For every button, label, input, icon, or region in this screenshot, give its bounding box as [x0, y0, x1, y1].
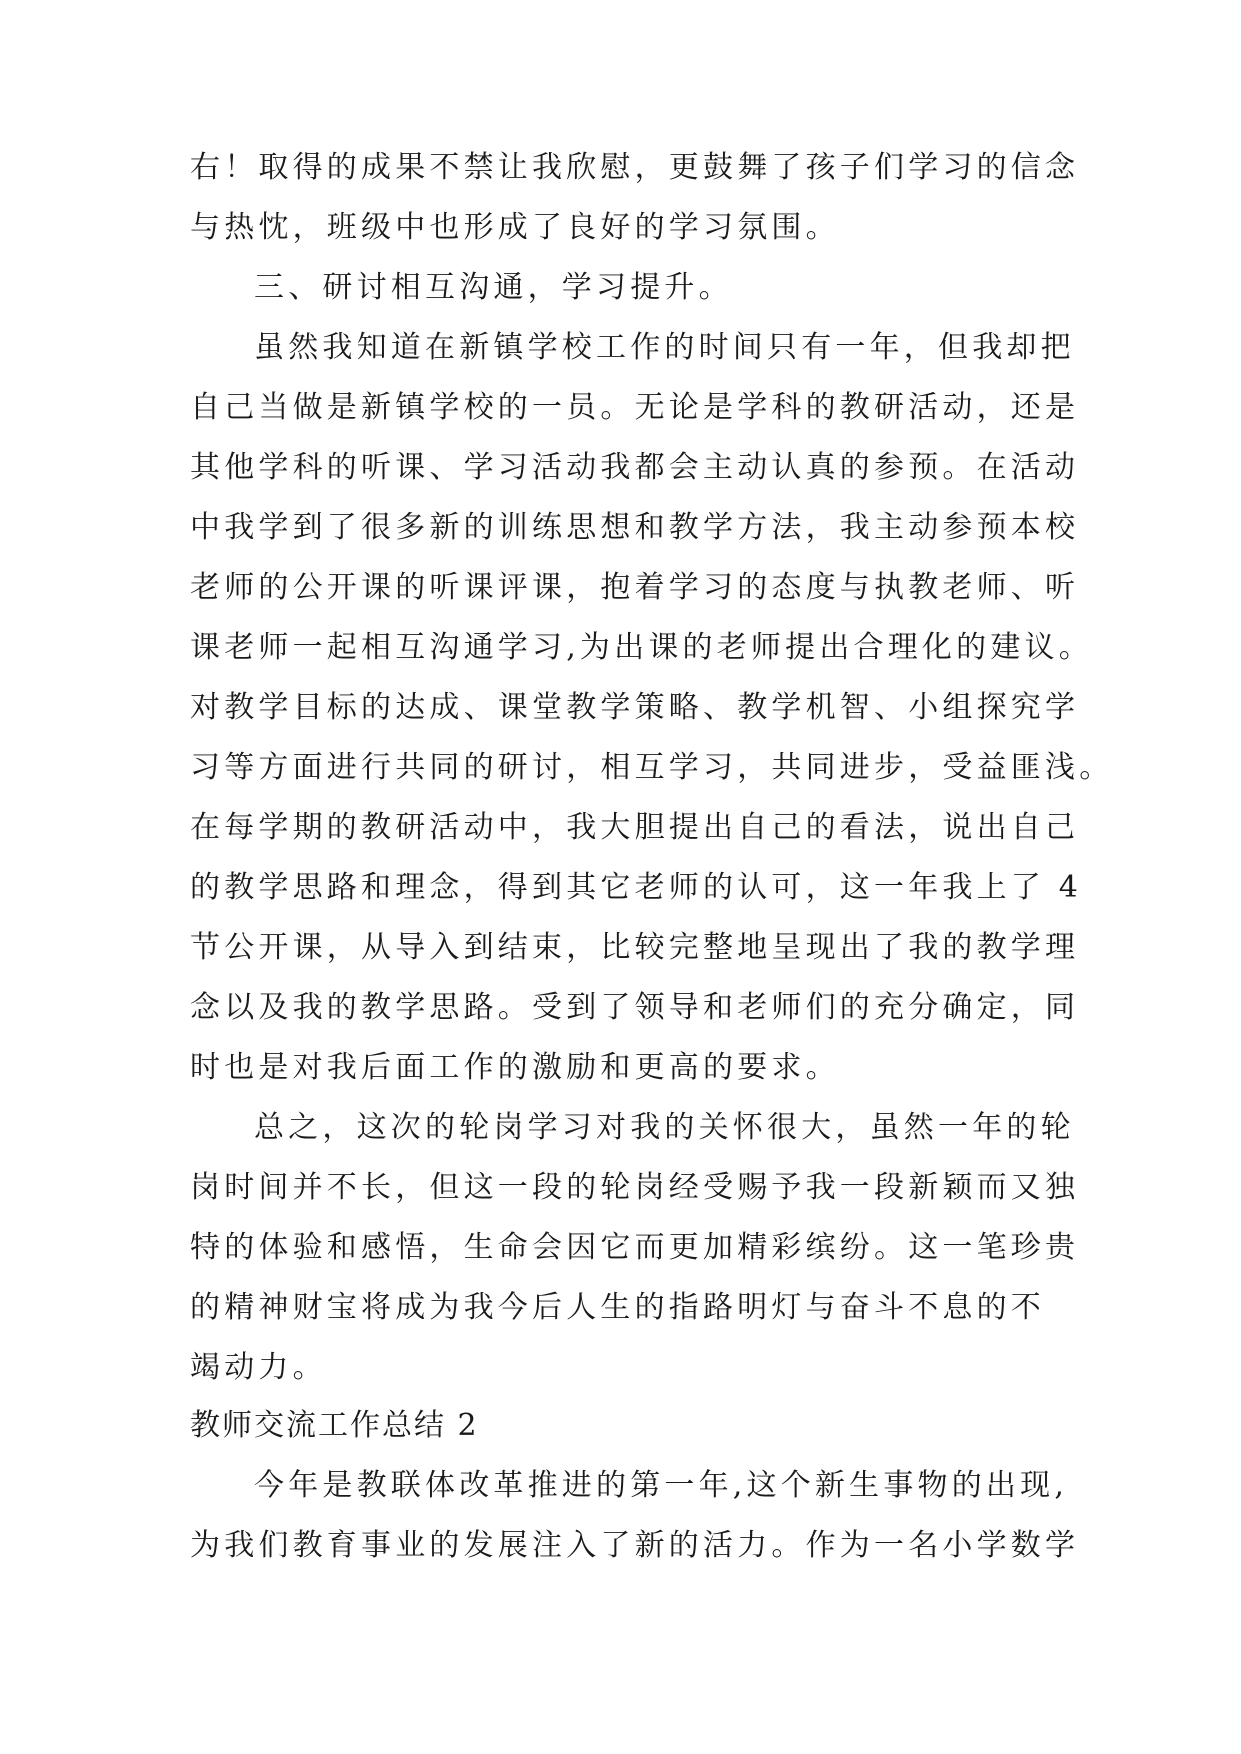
paragraph-line: 的教学思路和理念，得到其它老师的认可，这一年我上了 4 — [190, 870, 1083, 905]
paragraph-line: 岗时间并不长，但这一段的轮岗经受赐予我一段新颖而又独 — [190, 1170, 1080, 1205]
paragraph-line: 今年是教联体改革推进的第一年,这个新生事物的出现, — [254, 1468, 1069, 1503]
paragraph-line: 与热忱，班级中也形成了良好的学习氛围。 — [190, 210, 840, 245]
paragraph-line: 习等方面进行共同的研讨，相互学习，共同进步，受益匪浅。 — [190, 750, 1114, 785]
paragraph-line: 特的体验和感悟，生命会因它而更加精彩缤纷。这一笔珍贵 — [190, 1230, 1080, 1265]
section-heading: 三、研讨相互沟通，学习提升。 — [254, 270, 733, 305]
paragraph-line: 右！取得的成果不禁让我欣慰，更鼓舞了孩子们学习的信念 — [190, 150, 1080, 185]
paragraph-line: 在每学期的教研活动中，我大胆提出自己的看法，说出自己 — [190, 810, 1080, 845]
paragraph-line: 的精神财宝将成为我今后人生的指路明灯与奋斗不息的不 — [190, 1290, 1045, 1325]
paragraph-line: 节公开课，从导入到结束，比较完整地呈现出了我的教学理 — [190, 930, 1080, 965]
paragraph-line: 总之，这次的轮岗学习对我的关怀很大，虽然一年的轮 — [254, 1110, 1075, 1145]
paragraph-line: 为我们教育事业的发展注入了新的活力。作为一名小学数学 — [190, 1528, 1080, 1563]
paragraph-line: 老师的公开课的听课评课，抱着学习的态度与执教老师、听 — [190, 570, 1080, 605]
paragraph-line: 时也是对我后面工作的激励和更高的要求。 — [190, 1050, 840, 1085]
paragraph-line: 自己当做是新镇学校的一员。无论是学科的教研活动，还是 — [190, 390, 1080, 425]
document-title: 教师交流工作总结 2 — [190, 1408, 479, 1443]
paragraph-line: 其他学科的听课、学习活动我都会主动认真的参预。在活动 — [190, 450, 1080, 485]
paragraph-line: 念以及我的教学思路。受到了领导和老师们的充分确定，同 — [190, 990, 1080, 1025]
paragraph-line: 对教学目标的达成、课堂教学策略、教学机智、小组探究学 — [190, 690, 1080, 725]
paragraph-line: 竭动力。 — [190, 1350, 327, 1385]
paragraph-line: 虽然我知道在新镇学校工作的时间只有一年，但我却把 — [254, 330, 1075, 365]
paragraph-line: 课老师一起相互沟通学习,为出课的老师提出合理化的建议。 — [190, 630, 1093, 665]
paragraph-line: 中我学到了很多新的训练思想和教学方法，我主动参预本校 — [190, 510, 1080, 545]
